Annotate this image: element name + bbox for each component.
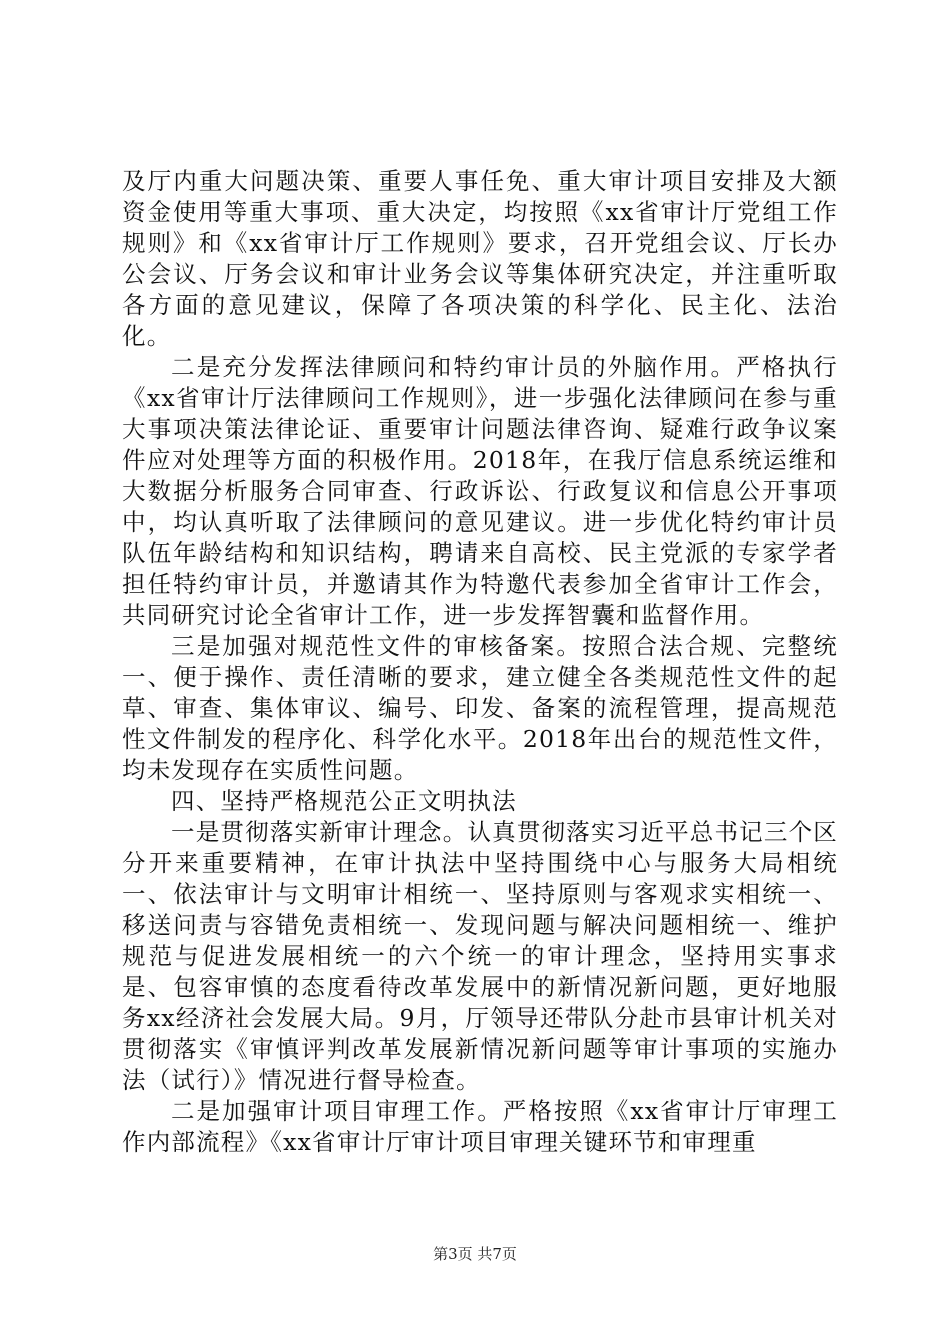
paragraph-2: 二是充分发挥法律顾问和特约审计员的外脑作用。严格执行《xx省审计厅法律顾问工作规则》，进一步强化法律顾问在参与重大事项决策法律论证、重要审计问题法律咨询、疑难行政争议案件应对处理等方面的积极作用。2018年，在我厅信息系统运维和大数据分析服务合同审查、行政诉讼、行政复议和信息公开事项中，均认真听取了法律顾问的意见建议。进一步优化特约审计员队伍年龄结构和知识结构，聘请来自高校、民主党派的专家学者担任特约审计员，并邀请其作为特邀代表参加全省审计工作会，共同研究讨论全省审计工作，进一步发挥智囊和监督作用。: [122, 353, 838, 629]
paragraph-3: 三是加强对规范性文件的审核备案。按照合法合规、完整统一、便于操作、责任清晰的要求，建立健全各类规范性文件的起草、审查、集体审议、编号、印发、备案的流程管理，提高规范性文件制发的程序化、科学化水平。2018年出台的规范性文件，均未发现存在实质性问题。: [122, 632, 838, 784]
page-footer: 第3页 共7页: [433, 1245, 517, 1263]
paragraph-1: 及厅内重大问题决策、重要人事任免、重大审计项目安排及大额资金使用等重大事项、重大决定，均按照《xx省审计厅党组工作规则》和《xx省审计厅工作规则》要求，召开党组会议、厅长办公会议、厅务会议和审计业务会议等集体研究决定，并注重听取各方面的意见建议，保障了各项决策的科学化、民主化、法治化。: [122, 167, 838, 350]
section-heading: 四、坚持严格规范公正文明执法: [171, 787, 517, 815]
paragraph-4: 一是贯彻落实新审计理念。认真贯彻落实习近平总书记三个区分开来重要精神，在审计执法中坚持围绕中心与服务大局相统一、依法审计与文明审计相统一、坚持原则与客观求实相统一、移送问责与容错免责相统一、发现问题与解决问题相统一、维护规范与促进发展相统一的六个统一的审计理念，坚持用实事求是、包容审慎的态度看待改革发展中的新情况新问题，更好地服务xx经济社会发展大局。9月，厅领导还带队分赴市县审计机关对贯彻落实《审慎评判改革发展新情况新问题等审计事项的实施办法（试行）》情况进行督导检查。: [122, 818, 838, 1094]
paragraph-5: 二是加强审计项目审理工作。严格按照《xx省审计厅审理工作内部流程》《xx省审计厅审计项目审理关键环节和审理重: [122, 1097, 838, 1156]
document-body: [122, 166, 838, 1158]
